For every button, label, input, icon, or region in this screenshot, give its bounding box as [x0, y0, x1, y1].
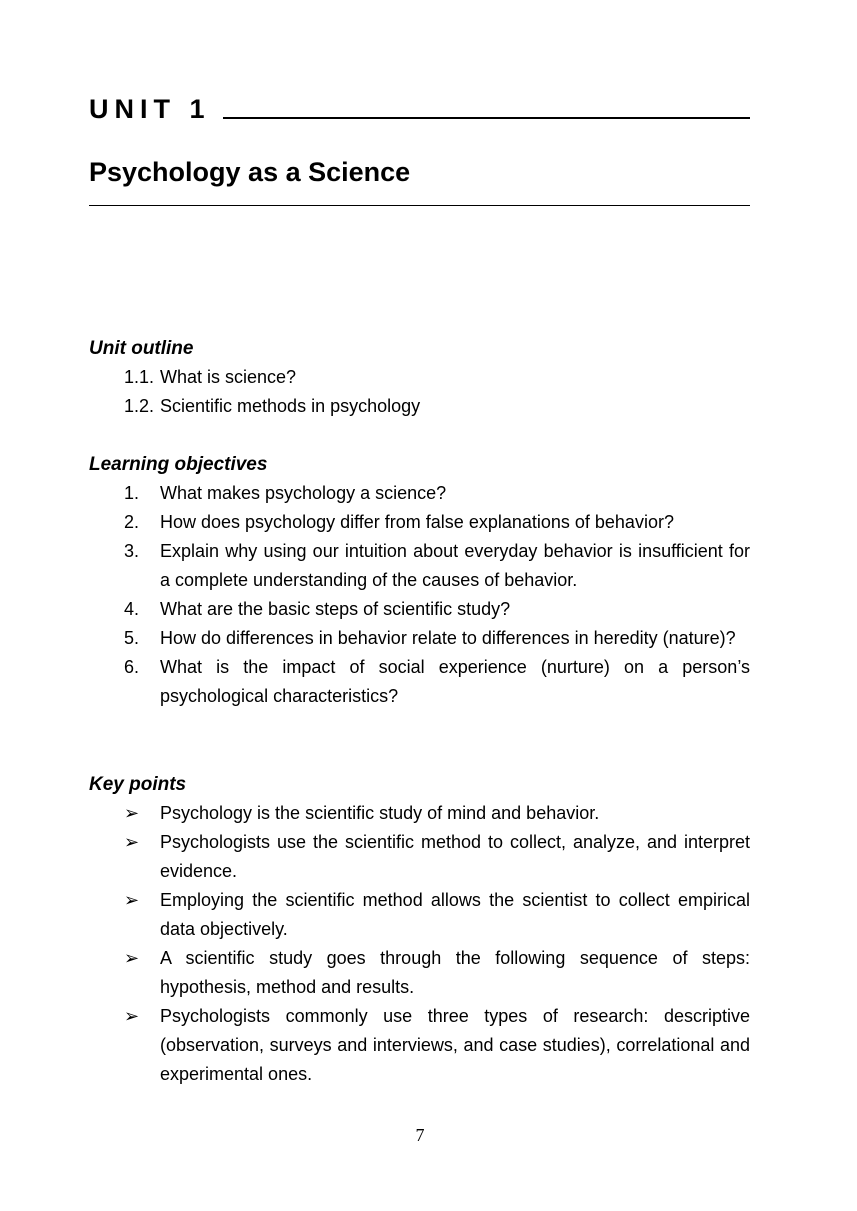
key-points-heading: Key points [89, 774, 187, 795]
item-text: Employing the scientific method allows the scientist to collect empirical data objectively. [160, 890, 750, 939]
list-item [124, 595, 750, 624]
item-number: 1.1. [124, 367, 155, 387]
list-item [124, 392, 750, 421]
list-item [124, 653, 750, 711]
item-text: Psychologists commonly use three types of research: descriptive (observation, surveys and interviews, and case studies), correlational and experimental ones. [160, 1006, 750, 1084]
list-item [124, 508, 750, 537]
unit-outline-list [124, 363, 750, 421]
unit-label: UNIT 1 [89, 94, 211, 124]
item-number: 4. [124, 599, 140, 619]
item-number: 6. [124, 657, 140, 677]
list-item [124, 828, 750, 886]
item-text: How does psychology differ from false explanations of behavior? [160, 512, 674, 532]
list-item [124, 1002, 750, 1089]
list-item [124, 944, 750, 1002]
list-item [124, 363, 750, 392]
item-text: Psychologists use the scientific method to collect, analyze, and interpret evidence. [160, 832, 750, 881]
arrow-bullet-icon: ➢ [124, 948, 140, 968]
unit-header [89, 92, 750, 126]
arrow-bullet-icon: ➢ [124, 1006, 140, 1026]
item-text: Explain why using our intuition about everyday behavior is insufficient for a complete understanding of the causes of behavior. [160, 541, 750, 590]
item-text: A scientific study goes through the following sequence of steps: hypothesis, method and results. [160, 948, 750, 997]
item-number: 1.2. [124, 396, 155, 416]
list-item [124, 624, 750, 653]
list-item [124, 886, 750, 944]
item-number: 2. [124, 512, 140, 532]
list-item [124, 799, 750, 828]
learning-objectives-heading: Learning objectives [89, 454, 268, 475]
page-number: 7 [415, 1125, 425, 1145]
item-text: What is the impact of social experience (nurture) on a person’s psychological characteristics? [160, 657, 750, 706]
arrow-bullet-icon: ➢ [124, 832, 140, 852]
unit-outline-heading: Unit outline [89, 338, 194, 359]
item-text: How do differences in behavior relate to differences in heredity (nature)? [160, 628, 736, 648]
list-item [124, 537, 750, 595]
learning-objectives-list [124, 479, 750, 711]
arrow-bullet-icon: ➢ [124, 890, 140, 910]
list-item [124, 479, 750, 508]
key-points-list [124, 799, 750, 1089]
item-text: What are the basic steps of scientific study? [160, 599, 511, 619]
item-text: Psychology is the scientific study of mind and behavior. [160, 803, 600, 823]
item-number: 5. [124, 628, 140, 648]
item-text: What makes psychology a science? [160, 483, 447, 503]
unit-rule [223, 117, 750, 119]
item-number: 1. [124, 483, 140, 503]
arrow-bullet-icon: ➢ [124, 803, 140, 823]
item-text: Scientific methods in psychology [160, 396, 421, 416]
title-divider [89, 205, 750, 206]
page-title: Psychology as a Science [89, 157, 411, 187]
item-number: 3. [124, 541, 140, 561]
item-text: What is science? [160, 367, 297, 387]
